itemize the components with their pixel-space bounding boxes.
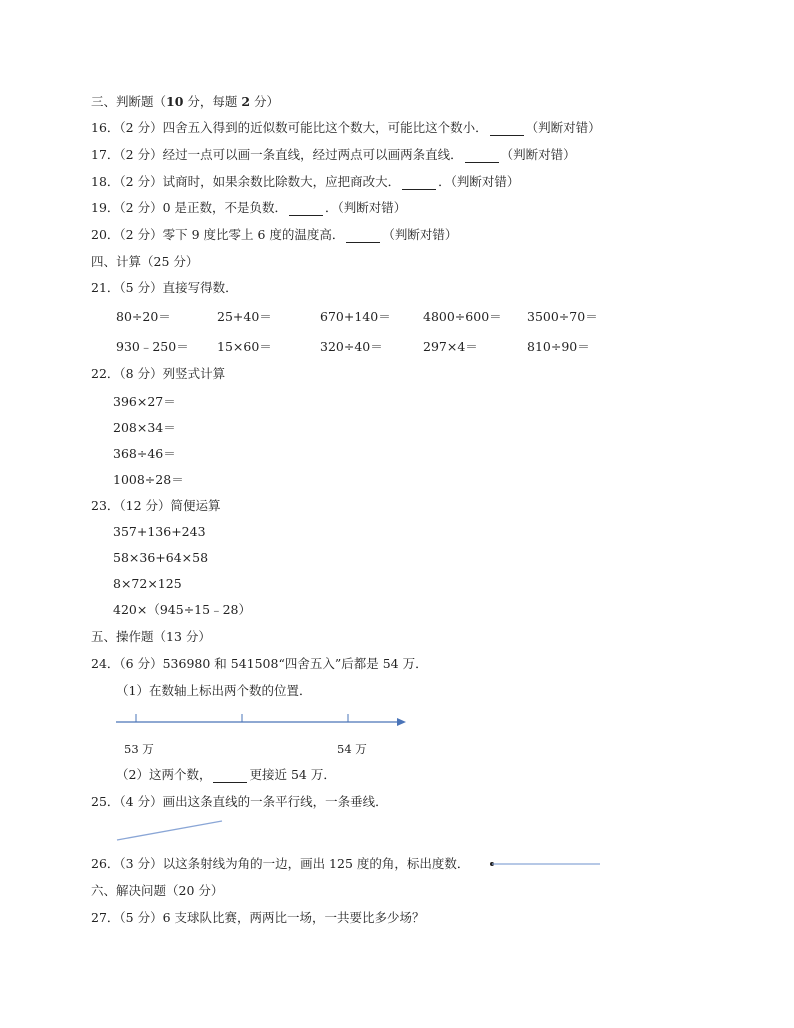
section-6-heading: 六、解决问题（20 分） <box>91 883 224 898</box>
simplify-item: 420×（945÷15﹣28） <box>113 602 251 617</box>
calc-item: 25+40＝ <box>217 309 272 324</box>
question-22-title: 22．（8 分）列竖式计算 <box>91 366 226 381</box>
question-16: 16．（2 分）四舍五入得到的近似数可能比这个数大，可能比这个数小． （判断对错） <box>91 120 601 135</box>
question-19: 19．（2 分）0 是正数，不是负数． ．（判断对错） <box>91 200 407 215</box>
question-24-part-2: （2）这两个数， 更接近 54 万． <box>116 767 336 782</box>
question-23-title: 23．（12 分）简便运算 <box>91 498 221 513</box>
question-24-title: 24．（6 分）536980 和 541508“四舍五入”后都是 54 万． <box>91 656 428 671</box>
section-3-heading: 三、判断题（10 分，每题 2 分） <box>91 94 280 109</box>
question-24-part-1: （1）在数轴上标出两个数的位置． <box>116 683 312 698</box>
section-5-heading: 五、操作题（13 分） <box>91 629 211 644</box>
calc-item: 297×4＝ <box>423 339 478 354</box>
axis-arrow-icon <box>397 718 406 726</box>
vertical-calc-item: 1008÷28＝ <box>113 472 184 487</box>
answer-blank[interactable] <box>213 770 247 783</box>
simplify-item: 357+136+243 <box>113 524 206 539</box>
question-18: 18．（2 分）试商时，如果余数比除数大，应把商改大． ．（判断对错） <box>91 174 520 189</box>
question-20: 20．（2 分）零下 9 度比零上 6 度的温度高． （判断对错） <box>91 227 458 242</box>
calc-item: 930﹣250＝ <box>116 339 189 354</box>
calc-item: 15×60＝ <box>217 339 272 354</box>
simplify-item: 8×72×125 <box>113 576 182 591</box>
vertical-calc-item: 396×27＝ <box>113 394 176 409</box>
calc-item: 4800÷600＝ <box>423 309 502 324</box>
question-27: 27．（5 分）6 支球队比赛，两两比一场，一共要比多少场？ <box>91 910 425 925</box>
calc-item: 3500÷70＝ <box>527 309 598 324</box>
simplify-item: 58×36+64×58 <box>113 550 209 565</box>
question-26: 26．（3 分）以这条射线为角的一边，画出 125 度的角，标出度数． <box>91 856 470 871</box>
calc-item: 670+140＝ <box>320 309 391 324</box>
calc-item: 810÷90＝ <box>527 339 590 354</box>
question-21-title: 21．（5 分）直接写得数． <box>91 280 238 295</box>
calc-item: 320÷40＝ <box>320 339 383 354</box>
axis-label-54: 54 万 <box>337 742 367 756</box>
vertical-calc-item: 208×34＝ <box>113 420 176 435</box>
question-25: 25．（4 分）画出这条直线的一条平行线，一条垂线． <box>91 794 388 809</box>
axis-label-53: 53 万 <box>124 742 154 756</box>
given-straight-line <box>117 821 222 840</box>
calc-item: 80÷20＝ <box>116 309 171 324</box>
question-17: 17．（2 分）经过一点可以画一条直线，经过两点可以画两条直线． （判断对错） <box>91 147 576 162</box>
vertical-calc-item: 368÷46＝ <box>113 446 176 461</box>
section-4-heading: 四、计算（25 分） <box>91 254 199 269</box>
